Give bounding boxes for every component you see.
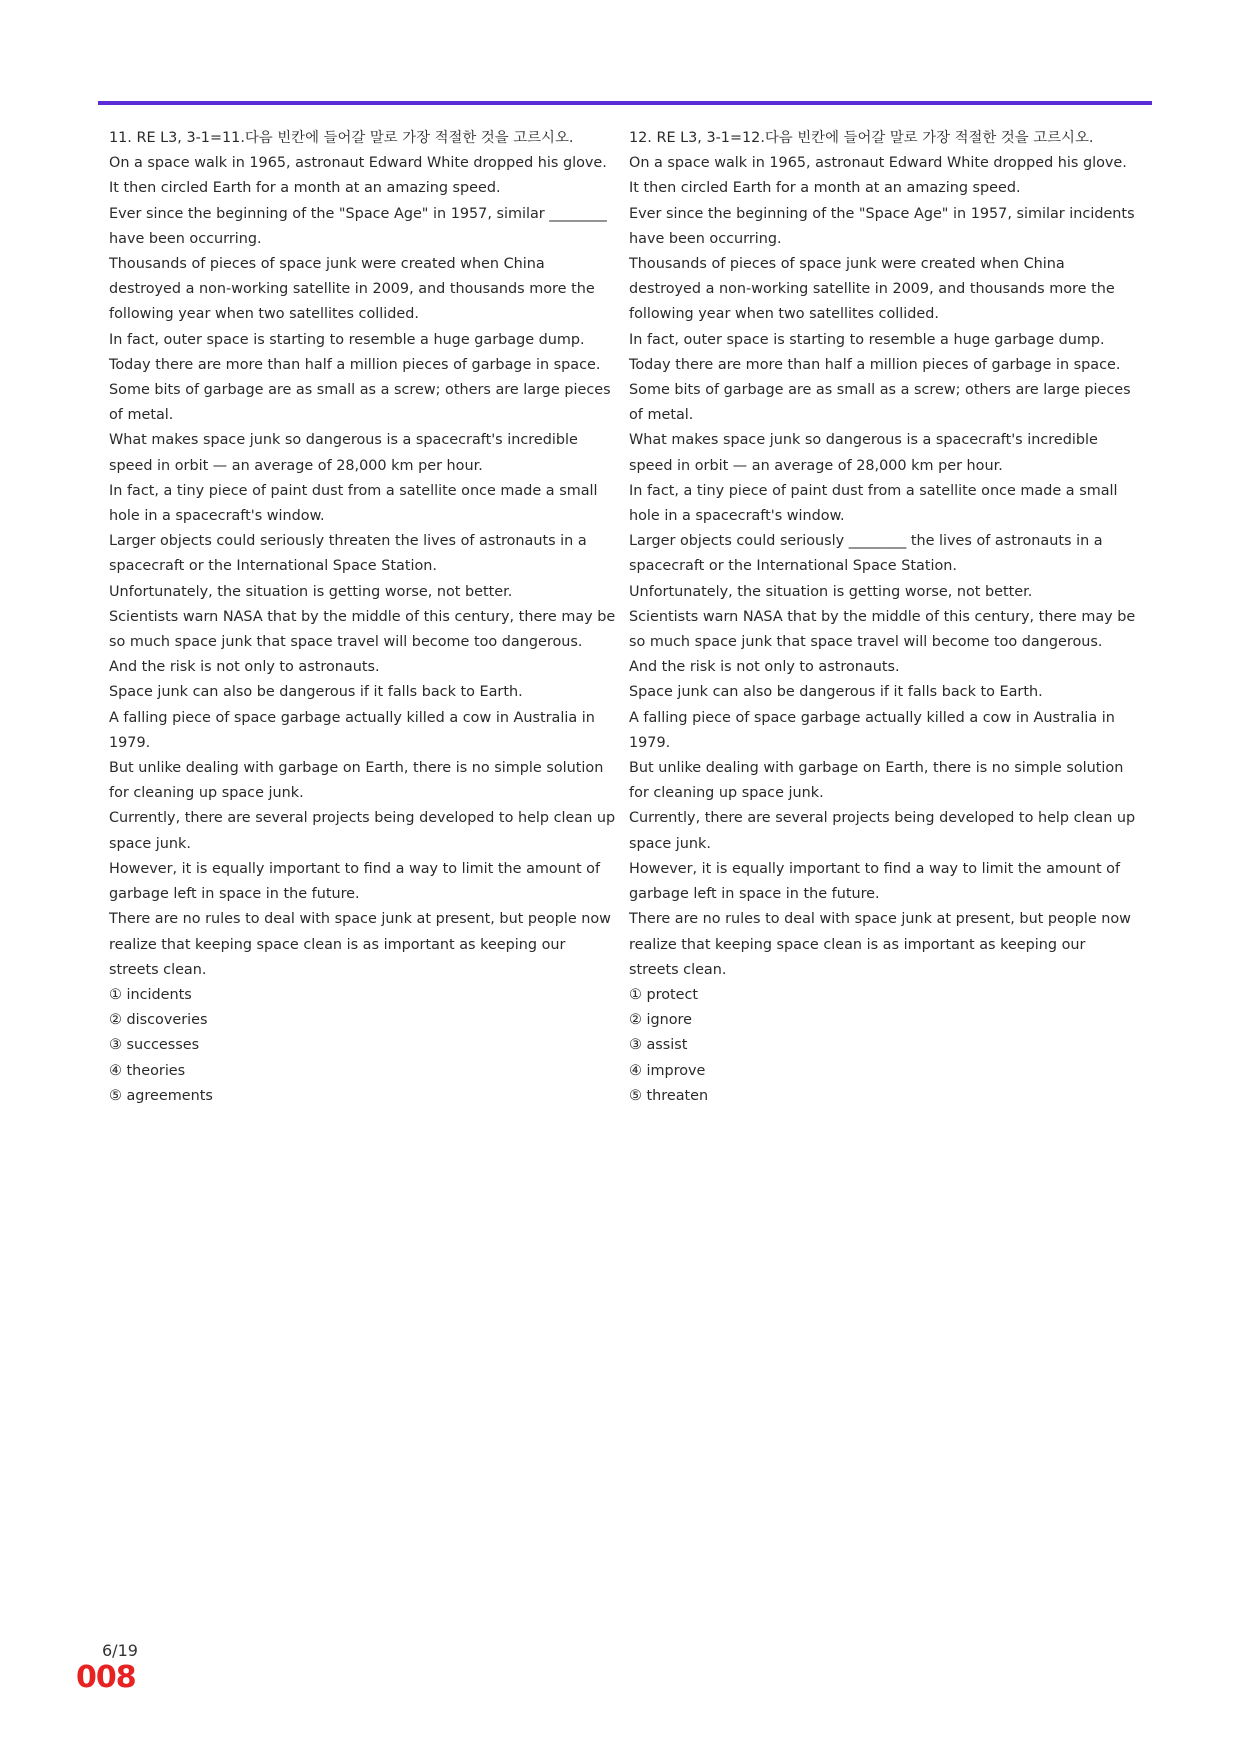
question-12 [629, 126, 1139, 1109]
answer-option: ④ improve [629, 1062, 706, 1079]
passage-sentence: On a space walk in 1965, astronaut Edward White dropped his glove. [629, 155, 1127, 172]
passage-sentence: There are no rules to deal with space junk at present, but people now realize that keeping space clean is as important as keeping our streets clean. [109, 911, 611, 978]
passage-sentence: Some bits of garbage are as small as a screw; others are large pieces of metal. [629, 382, 1131, 424]
passage-sentence: Currently, there are several projects being developed to help clean up space junk. [629, 810, 1136, 852]
passage-sentence: There are no rules to deal with space junk at present, but people now realize that keeping space clean is as important as keeping our streets clean. [629, 911, 1131, 978]
answer-option: ③ assist [629, 1037, 688, 1054]
passage-sentence: And the risk is not only to astronauts. [629, 659, 900, 676]
passage-sentence: But unlike dealing with garbage on Earth, there is no simple solution for cleaning up space junk. [629, 760, 1124, 802]
passage-sentence: And the risk is not only to astronauts. [109, 659, 380, 676]
passage-sentence: Scientists warn NASA that by the middle of this century, there may be so much space junk that space travel will become too dangerous. [109, 608, 616, 651]
passage-sentence: Some bits of garbage are as small as a screw; others are large pieces of metal. [109, 382, 611, 424]
passage-sentence: Today there are more than half a million pieces of garbage in space. [629, 356, 1121, 373]
passage-sentence: In fact, a tiny piece of paint dust from a satellite once made a small hole in a spacecraft's window. [629, 482, 1118, 525]
question-11 [109, 126, 619, 1109]
passage-sentence: Currently, there are several projects being developed to help clean up space junk. [109, 810, 616, 852]
passage-sentence: In fact, outer space is starting to resemble a huge garbage dump. [109, 331, 585, 348]
answer-option: ⑤ threaten [629, 1087, 709, 1104]
passage-sentence: Larger objects could seriously ________ the lives of astronauts in a spacecraft or the International Space Station. [629, 533, 1103, 575]
passage-sentence: Thousands of pieces of space junk were created when China destroyed a non-working satellite in 2009, and thousands more the following year when two satellites collided. [109, 256, 595, 323]
passage-sentence: It then circled Earth for a month at an amazing speed. [109, 180, 501, 197]
question-header: 12. RE L3, 3-1=12.다음 빈칸에 들어갈 말로 가장 적절한 것을 고르시오. [629, 130, 1094, 146]
answer-option: ① protect [629, 986, 699, 1003]
page-code: 008 [76, 1660, 136, 1695]
passage-sentence: A falling piece of space garbage actually killed a cow in Australia in 1979. [109, 709, 595, 751]
passage-sentence: Unfortunately, the situation is getting worse, not better. [109, 583, 513, 600]
answer-option: ② ignore [629, 1012, 692, 1029]
passage-sentence: However, it is equally important to find a way to limit the amount of garbage left in space in the future. [109, 860, 601, 903]
header-rule [98, 101, 1152, 105]
answer-option: ③ successes [109, 1037, 200, 1054]
passage-sentence: Scientists warn NASA that by the middle of this century, there may be so much space junk that space travel will become too dangerous. [629, 608, 1136, 651]
passage-sentence: However, it is equally important to find a way to limit the amount of garbage left in space in the future. [629, 860, 1121, 903]
passage-sentence: Unfortunately, the situation is getting worse, not better. [629, 583, 1033, 600]
answer-option: ④ theories [109, 1062, 186, 1079]
passage-sentence: Space junk can also be dangerous if it falls back to Earth. [629, 684, 1043, 701]
page-number: 6/19 [102, 1641, 138, 1660]
passage-sentence: Ever since the beginning of the "Space Age" in 1957, similar incidents have been occurring. [629, 205, 1135, 247]
passage-sentence: Larger objects could seriously threaten the lives of astronauts in a spacecraft or the International Space Station. [109, 533, 587, 575]
passage-sentence: Ever since the beginning of the "Space Age" in 1957, similar ________ have been occurring. [109, 205, 607, 247]
passage-sentence: On a space walk in 1965, astronaut Edward White dropped his glove. [109, 155, 607, 172]
passage-sentence: Today there are more than half a million pieces of garbage in space. [109, 356, 601, 373]
answer-option: ⑤ agreements [109, 1087, 213, 1104]
passage-sentence: Thousands of pieces of space junk were created when China destroyed a non-working satellite in 2009, and thousands more the following year when two satellites collided. [629, 256, 1115, 323]
passage-sentence: In fact, a tiny piece of paint dust from a satellite once made a small hole in a spacecraft's window. [109, 482, 598, 525]
passage-sentence: It then circled Earth for a month at an amazing speed. [629, 180, 1021, 197]
answer-option: ① incidents [109, 986, 192, 1003]
passage-sentence: What makes space junk so dangerous is a spacecraft's incredible speed in orbit — an average of 28,000 km per hour. [629, 432, 1098, 474]
passage-sentence: A falling piece of space garbage actually killed a cow in Australia in 1979. [629, 709, 1115, 751]
passage-sentence: What makes space junk so dangerous is a spacecraft's incredible speed in orbit — an average of 28,000 km per hour. [109, 432, 578, 474]
passage-sentence: In fact, outer space is starting to resemble a huge garbage dump. [629, 331, 1105, 348]
passage-sentence: Space junk can also be dangerous if it falls back to Earth. [109, 684, 523, 701]
passage-sentence: But unlike dealing with garbage on Earth, there is no simple solution for cleaning up space junk. [109, 760, 604, 802]
question-header: 11. RE L3, 3-1=11.다음 빈칸에 들어갈 말로 가장 적절한 것을 고르시오. [109, 130, 574, 146]
answer-option: ② discoveries [109, 1012, 208, 1029]
